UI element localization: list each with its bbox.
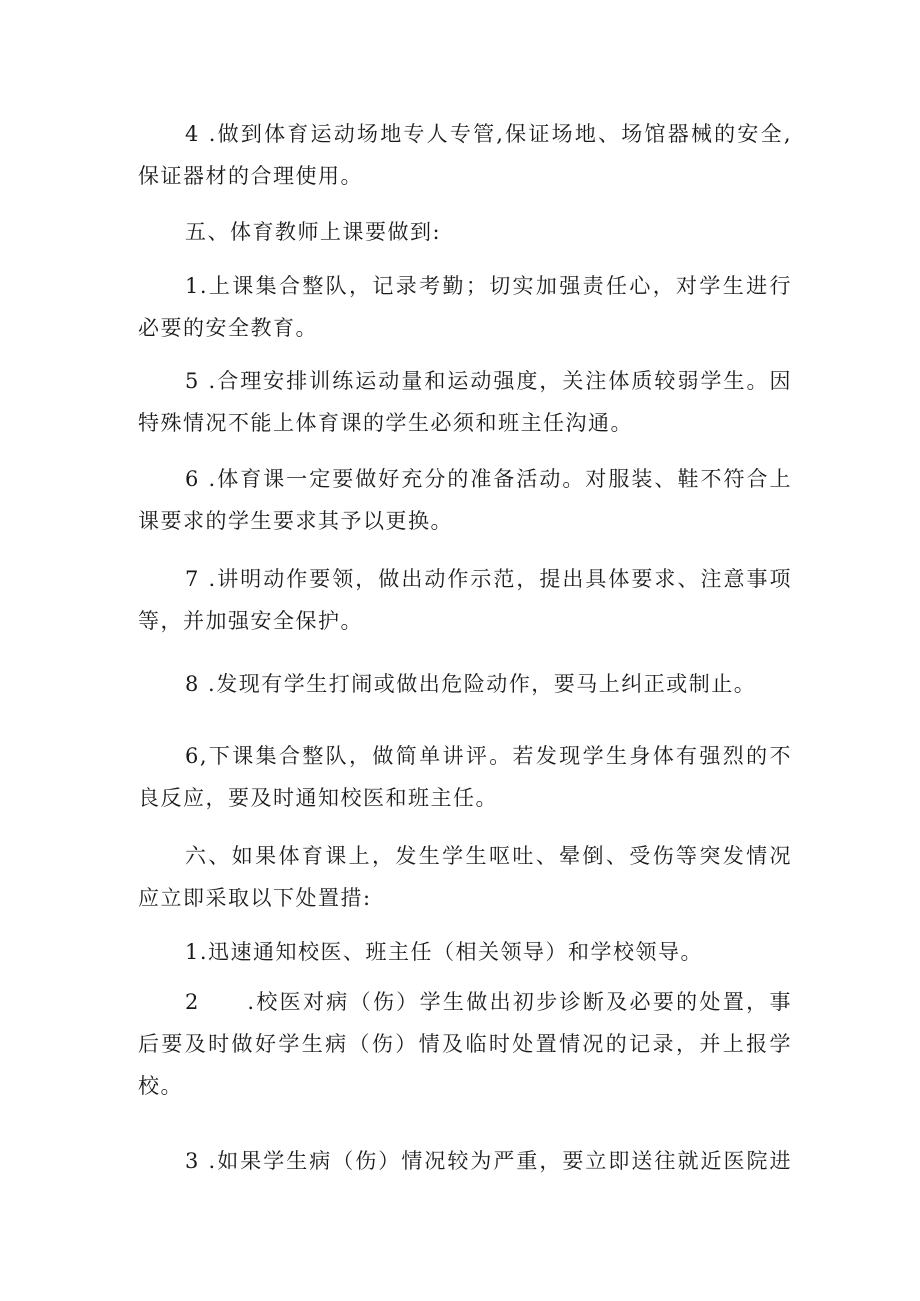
paragraph-line: 校。 — [138, 1074, 183, 1098]
paragraph-line: 后要及时做好学生病（伤）情及临时处置情况的记录，并上报学 — [138, 1032, 792, 1056]
paragraph-line: 应立即采取以下处置措: — [138, 886, 372, 910]
paragraph-line: 3 .如果学生病（伤）情况较为严重，要立即送往就近医院进 — [185, 1149, 792, 1173]
section-heading-five: 五、体育教师上课要做到: — [185, 220, 442, 244]
paragraph-1-notify: 1.迅速通知校医、班主任（相关领导）和学校领导。 — [185, 940, 704, 964]
paragraph-6-warmup — [138, 455, 792, 545]
paragraph-line: 4 .做到体育运动场地专人专管,保证场地、场馆器械的安全, — [185, 122, 792, 146]
paragraph-line: 2 .校医对病（伤）学生做出初步诊断及必要的处置，事 — [185, 990, 792, 1014]
paragraph-line: 特殊情况不能上体育课的学生必须和班主任沟通。 — [138, 411, 633, 435]
paragraph-line: 7 .讲明动作要领，做出动作示范，提出具体要求、注意事项 — [185, 567, 792, 591]
paragraph-line: 1.上课集合整队，记录考勤；切实加强责任心，对学生进行 — [185, 274, 792, 298]
paragraph-line: 保证器材的合理使用。 — [138, 164, 363, 188]
paragraph-4-venue-management — [138, 110, 792, 200]
paragraph-line: 良反应，要及时通知校医和班主任。 — [138, 786, 498, 810]
paragraph-dismissal — [138, 732, 792, 822]
paragraph-line: 六、如果体育课上，发生学生呕吐、晕倒、受伤等突发情况 — [185, 844, 792, 868]
paragraph-8-stop-danger: 8 .发现有学生打闹或做出危险动作，要马上纠正或制止。 — [185, 672, 757, 696]
paragraph-5-training-load — [138, 357, 792, 447]
paragraph-1-assembly — [138, 262, 792, 352]
paragraph-line: 必要的安全教育。 — [138, 316, 318, 340]
paragraph-line: 等，并加强安全保护。 — [138, 609, 363, 633]
paragraph-line: 课要求的学生要求其予以更换。 — [138, 509, 453, 533]
paragraph-line: 5 .合理安排训练运动量和运动强度，关注体质较弱学生。因 — [185, 369, 792, 393]
paragraph-line: 6,下课集合整队，做简单讲评。若发现学生身体有强烈的不 — [185, 744, 792, 768]
paragraph-7-demonstration — [138, 555, 792, 645]
paragraph-3-hospital — [138, 1137, 792, 1185]
section-heading-six — [138, 832, 792, 922]
paragraph-2-school-doctor — [138, 978, 792, 1110]
paragraph-line: 6 .体育课一定要做好充分的准备活动。对服装、鞋不符合上 — [185, 467, 792, 491]
